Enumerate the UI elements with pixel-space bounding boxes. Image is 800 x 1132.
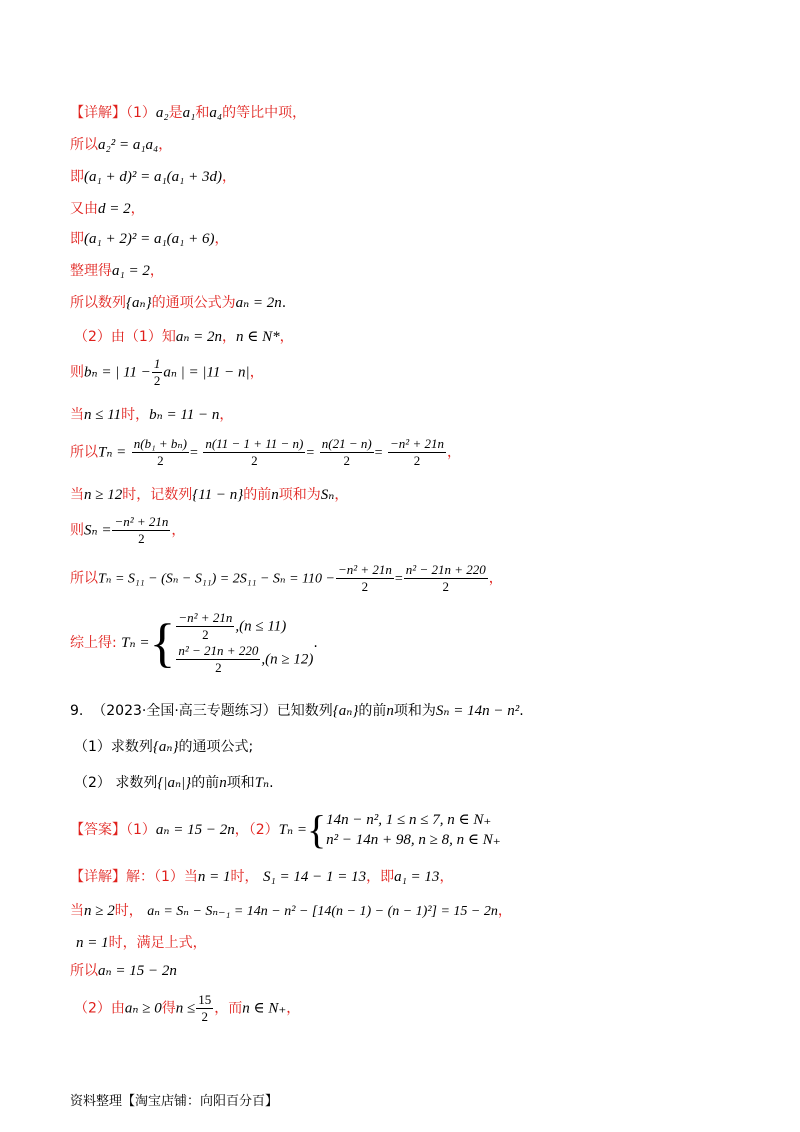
fraction: $\frac{\text{n² − 21n + 220}}{2}$ [405, 562, 486, 594]
detail-line-4: 又由d = 2， [70, 201, 145, 217]
fraction: $\frac{\text{−n² + 21n}}{2}$ [114, 514, 169, 546]
fraction: $\frac{\text{n² − 21n + 220}}{2}$ [178, 643, 259, 675]
footer-note: 资料整理【淘宝店铺：向阳百分百】 [70, 1094, 279, 1109]
q9-detail-line-2: 当n ≥ 2时， aₙ = Sₙ − Sₙ₋₁ = 14n − n² − [14(n − 1) − (n − 1)²] = 15 − 2n， [70, 903, 512, 919]
q9-detail-line-1: 【详解】解：（1）当n = 1时， S₁ = 14 − 1 = 13，即a₁ = 13， [70, 869, 454, 885]
detail-line-9: 则bₙ = | 11 − $\frac{1}{2}$ aₙ | = |11 − n|， [70, 356, 264, 388]
fraction: $\frac{\text{n(b₁ + bₙ)}}{2}$ [133, 436, 187, 468]
fraction: $\frac{\text{−n² + 21n}}{2}$ [178, 610, 233, 642]
fraction: $\frac{n(11 - 1 + 11 - n)}{2}$ [205, 436, 304, 468]
case-brace: { [306, 807, 327, 852]
detail-line-14: 所以Tₙ = S₁₁ − (Sₙ − S₁₁) = 2S₁₁ − Sₙ = 110 − $\frac{\text{−n² + 21n}}{2}$ = $\frac{\text{n² − 21n + 220}}{2}$ ， [70, 562, 503, 594]
detail-tag: 【详解】 [70, 869, 126, 885]
q9-detail-line-4: 所以aₙ = 15 − 2n [70, 963, 177, 979]
detail-line-10: 当n ≤ 11时，bₙ = 11 − n， [70, 407, 234, 423]
detail-line-8: （2）由（1）知aₙ = 2n，n ∈ N*， [74, 329, 294, 345]
q9-detail-line-5: （2）由aₙ ≥ 0得n ≤ $\frac{15}{2}$ ，而n ∈ N₊， [74, 992, 301, 1024]
detail-line-2: 所以a₂² = a₁a₄， [70, 137, 173, 153]
detail-line-3: 即(a₁ + d)² = a₁(a₁ + 3d)， [70, 169, 236, 185]
detail-line-6: 整理得a₁ = 2， [70, 263, 164, 279]
fraction: $\frac{n(21 - n)}{2}$ [321, 436, 372, 468]
detail-line-15: 综上得: Tₙ ={ $\frac{\text{−n² + 21n}}{2}$ ,(n ≤ 11) $\frac{\text{n² − 21n + 220}}{2}$ ,(n ≥ 12) . [70, 610, 318, 675]
question-number: 9. [70, 703, 84, 719]
detail-tag: 【详解】 [70, 105, 126, 121]
question-9-part-1: （1）求数列{aₙ}的通项公式; [74, 739, 254, 755]
fraction: $\frac{1}{2}$ [153, 356, 161, 388]
piecewise-cases: $\frac{\text{−n² + 21n}}{2}$ ,(n ≤ 11) $\frac{\text{n² − 21n + 220}}{2}$ ,(n ≥ 12) [178, 610, 314, 675]
detail-line-7: 所以数列{aₙ}的通项公式为aₙ = 2n. [70, 295, 287, 311]
answer-line: 【答案】（1）aₙ = 15 − 2n，（2）Tₙ ={ 14n − n², 1 ≤ n ≤ 7, n ∈ N₊ n² − 14n + 98, n ≥ 8, n ∈ N₊ [70, 807, 501, 852]
detail-line-1: 【详解】（1）a₂是a₁和a₄的等比中项， [70, 105, 307, 121]
q9-detail-line-3: n = 1时，满足上式， [76, 935, 207, 951]
question-9-stem: 9. （2023·全国·高三专题练习）已知数列{aₙ}的前n项和为Sₙ = 14n − n². [70, 703, 524, 719]
fraction: $\frac{\text{−n² + 21n}}{2}$ [337, 562, 392, 594]
fraction: $\frac{\text{−n² + 21n}}{2}$ [390, 436, 444, 468]
case-brace: { [149, 613, 176, 673]
question-9-part-2: （2） 求数列{|aₙ|}的前n项和Tₙ. [74, 775, 274, 791]
detail-line-5: 即(a₁ + 2)² = a₁(a₁ + 6)， [70, 231, 229, 247]
answer-tag: 【答案】 [70, 822, 126, 838]
detail-line-13: 则Sₙ = $\frac{\text{−n² + 21n}}{2}$ ， [70, 514, 186, 546]
fraction: $\frac{15}{2}$ [198, 992, 212, 1024]
detail-line-12: 当n ≥ 12时，记数列{11 − n}的前n项和为Sₙ， [70, 487, 349, 503]
answer-cases: 14n − n², 1 ≤ n ≤ 7, n ∈ N₊ n² − 14n + 98, n ≥ 8, n ∈ N₊ [326, 812, 501, 848]
detail-line-11: 所以Tₙ = $\frac{\text{n(b₁ + bₙ)}}{2}$ = $\frac{n(11 - 1 + 11 - n)}{2}$ = $\frac{n(21 - n)}{2}$ = $\frac{\text{−n² + 21n}}{2}$ ， [70, 436, 461, 468]
